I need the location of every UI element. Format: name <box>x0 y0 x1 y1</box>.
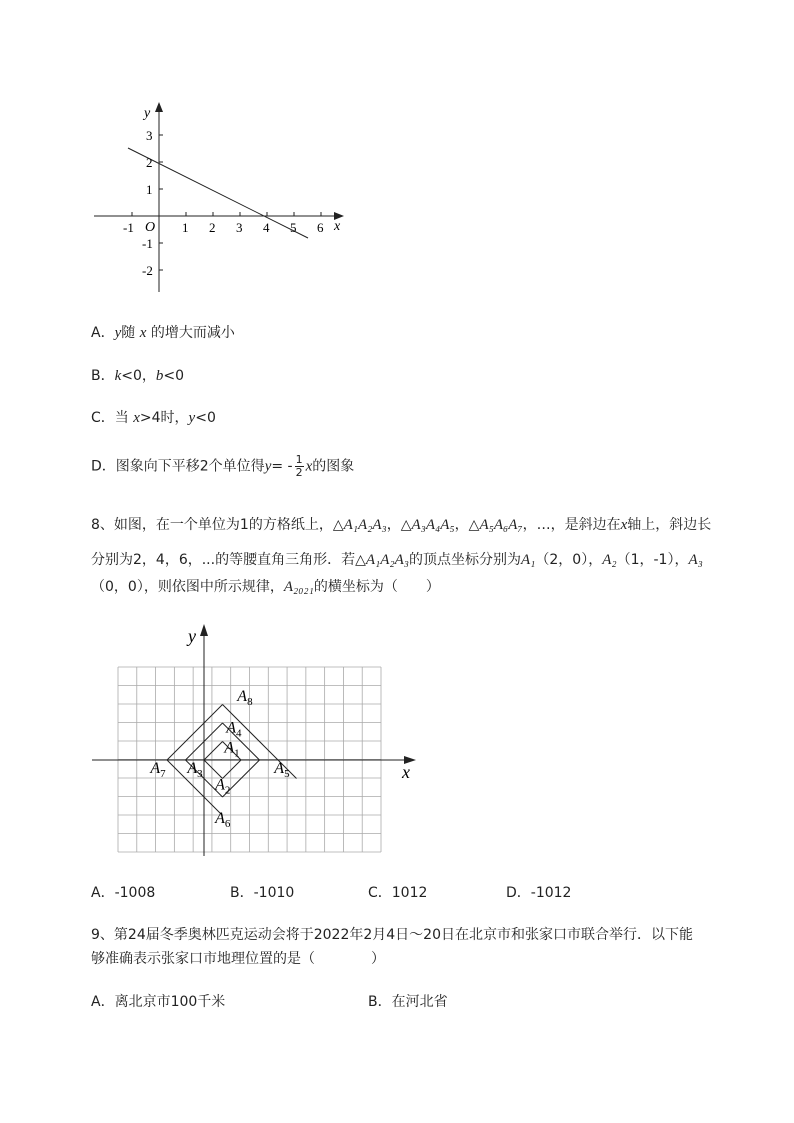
fraction <box>295 454 304 479</box>
y-tick-label: -1 <box>142 236 153 251</box>
question-8-line-2 <box>91 551 703 569</box>
option-b[interactable] <box>91 367 184 385</box>
x-tick-label: 2 <box>209 220 216 235</box>
origin-label: O <box>145 220 156 235</box>
y-axis-label: y <box>188 626 196 646</box>
question-text: 轴上，斜边长 <box>627 517 712 533</box>
point-label-a1: $A_1$ <box>224 739 240 760</box>
x-tick-label: 4 <box>263 220 270 235</box>
q8-option-d[interactable]: D．-1012 <box>506 885 572 901</box>
fraction-numerator: 1 <box>295 453 303 466</box>
option-a[interactable] <box>91 324 235 342</box>
question-text: ，△ <box>454 517 480 533</box>
math-var: k <box>114 368 122 384</box>
y-tick-label: -2 <box>142 263 153 278</box>
point-label-a6: $A_6$ <box>215 809 231 830</box>
option-text: 的图象 <box>312 458 355 475</box>
x-tick-label: -1 <box>123 220 134 235</box>
q9-option-a[interactable]: A．离北京市100千米 <box>91 994 226 1010</box>
question-9-line-2: 够准确表示张家口市地理位置的是（ ） <box>91 951 385 967</box>
question-8-line-3 <box>91 578 440 596</box>
option-c[interactable] <box>91 409 216 427</box>
q8-option-c[interactable]: C．1012 <box>368 885 428 901</box>
option-prefix: A． <box>91 325 115 341</box>
math-expr: A₂₀₂₁ <box>283 579 314 595</box>
question-text: ，△ <box>386 517 412 533</box>
point-label-a7: $A_7$ <box>150 759 166 780</box>
y-tick-label: 1 <box>146 182 153 197</box>
point-label-a5: $A_5$ <box>274 759 290 780</box>
option-text: <0， <box>121 368 156 384</box>
fraction-denominator: 2 <box>295 466 303 479</box>
question-8-line-1 <box>91 516 711 534</box>
option-text: = - <box>271 458 293 475</box>
math-var: y <box>188 410 196 426</box>
triangle-side <box>167 705 223 761</box>
y-tick-label: 2 <box>146 155 153 170</box>
math-var: y <box>114 325 122 341</box>
option-text: 随 <box>121 325 136 341</box>
x-tick-label: 1 <box>182 220 189 235</box>
point-label-a3: $A_3$ <box>187 759 203 780</box>
option-text: <0 <box>195 410 216 426</box>
q9-option-b[interactable]: B．在河北省 <box>368 994 448 1010</box>
question-text: 分别为2，4，6，...的等腰直角三角形．若△ <box>91 552 366 568</box>
math-expr: A₁A₂A₃ <box>365 552 409 568</box>
option-prefix: D．图象向下平移2个单位得 <box>91 458 265 475</box>
question-text: ，…，是斜边在 <box>522 517 621 533</box>
question-text: （1，-1）， <box>616 552 689 568</box>
option-text: <0 <box>163 368 185 384</box>
y-axis-label: y <box>144 106 151 121</box>
x-tick-label: 6 <box>317 220 324 235</box>
question-text: （2，0）， <box>535 552 603 568</box>
math-expr: A₅A₆A₇ <box>479 517 523 533</box>
option-prefix: C．当 <box>91 410 129 426</box>
math-var: x <box>305 458 313 475</box>
point-label-a2: $A_2$ <box>215 776 231 797</box>
math-expr: A₁A₂A₃ <box>343 517 387 533</box>
math-var: y <box>264 458 272 475</box>
triangle-side <box>223 760 242 779</box>
question-9-line-1: 9、第24届冬季奥林匹克运动会将于2022年2月4日～20日在北京市和张家口市联合举行．以下能 <box>91 927 693 943</box>
y-axis-arrow <box>200 624 208 636</box>
math-var: x <box>133 410 140 426</box>
math-var: x <box>139 325 147 341</box>
math-var: b <box>155 368 164 384</box>
x-tick-label: 5 <box>290 220 297 235</box>
option-text: 的增大而减小 <box>150 325 235 341</box>
math-expr: A₃ <box>688 552 703 568</box>
question-text: （0，0），则依图中所示规律， <box>91 579 284 595</box>
question-text: 的顶点坐标分别为 <box>408 552 521 568</box>
math-expr: A₁ <box>520 552 536 568</box>
x-tick-label: 3 <box>236 220 243 235</box>
question-text: 的横坐标为（ ） <box>313 579 440 595</box>
linear-function-graph <box>88 100 358 300</box>
x-axis-label: x <box>402 762 410 782</box>
y-tick-label: 3 <box>146 128 153 143</box>
option-d[interactable] <box>91 454 354 479</box>
math-expr: A₂ <box>602 552 617 568</box>
option-text: >4时， <box>139 410 189 426</box>
x-axis-label: x <box>334 219 341 234</box>
grid-triangles-graph <box>88 622 418 858</box>
math-var: x <box>620 517 628 533</box>
triangle-side <box>204 742 223 761</box>
math-expr: A₃A₄A₅ <box>411 517 455 533</box>
question-text: 8、如图，在一个单位为1的方格纸上，△ <box>91 517 344 533</box>
q8-option-b[interactable]: B．-1010 <box>230 885 295 901</box>
q8-option-a[interactable]: A．-1008 <box>91 885 156 901</box>
option-prefix: B． <box>91 368 115 384</box>
y-axis-arrow <box>155 102 163 112</box>
point-label-a4: $A_4$ <box>226 719 242 740</box>
point-label-a8: $A_8$ <box>237 687 253 708</box>
